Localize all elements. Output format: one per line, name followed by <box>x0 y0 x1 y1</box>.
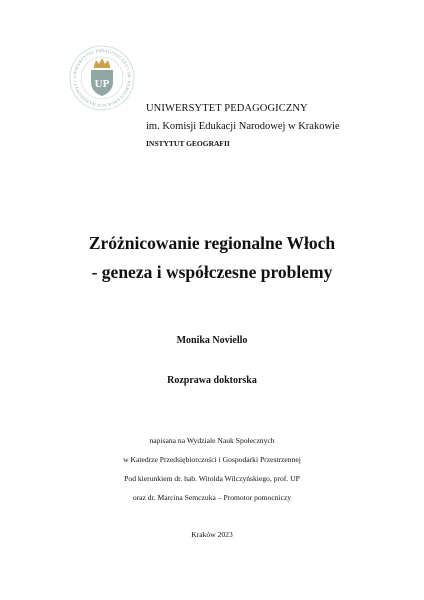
thesis-title-line2: - geneza i współczesne problemy <box>91 262 333 282</box>
author-name: Monika Noviello <box>176 335 248 346</box>
thesis-title-line1: Zróżnicowanie regionalne Włoch <box>88 233 336 253</box>
crown-icon <box>94 58 110 66</box>
co-supervisor-line: oraz dr. Marcina Semczuka – Promotor pomocniczy <box>132 493 292 502</box>
faculty-line: napisana na Wydziale Nauk Społecznych <box>149 436 275 445</box>
institute-name: INSTYTUT GEOGRAFII <box>146 139 230 148</box>
place-year: Kraków 2023 <box>191 530 233 539</box>
supervisor-line: Pod kierunkiem dr. hab. Witolda Wilczyńskiego, prof. UP <box>124 474 300 483</box>
svg-text:UP: UP <box>94 78 110 90</box>
university-logo <box>68 44 136 112</box>
university-full-name: im. Komisji Edukacji Narodowej w Krakowie <box>146 121 340 132</box>
university-name: UNIWERSYTET PEDAGOGICZNY <box>146 103 308 114</box>
department-line: w Katedrze Przedsiębiorczości i Gospodarki Przestrzennej <box>123 455 301 464</box>
svg-text:UNIWERSYTET PEDAGOGICZNY • IM.: UNIWERSYTET PEDAGOGICZNY • IM. KOMISJI EDUKACJI NARODOWEJ • <box>71 47 133 109</box>
thesis-type: Rozprawa doktorska <box>167 375 257 386</box>
